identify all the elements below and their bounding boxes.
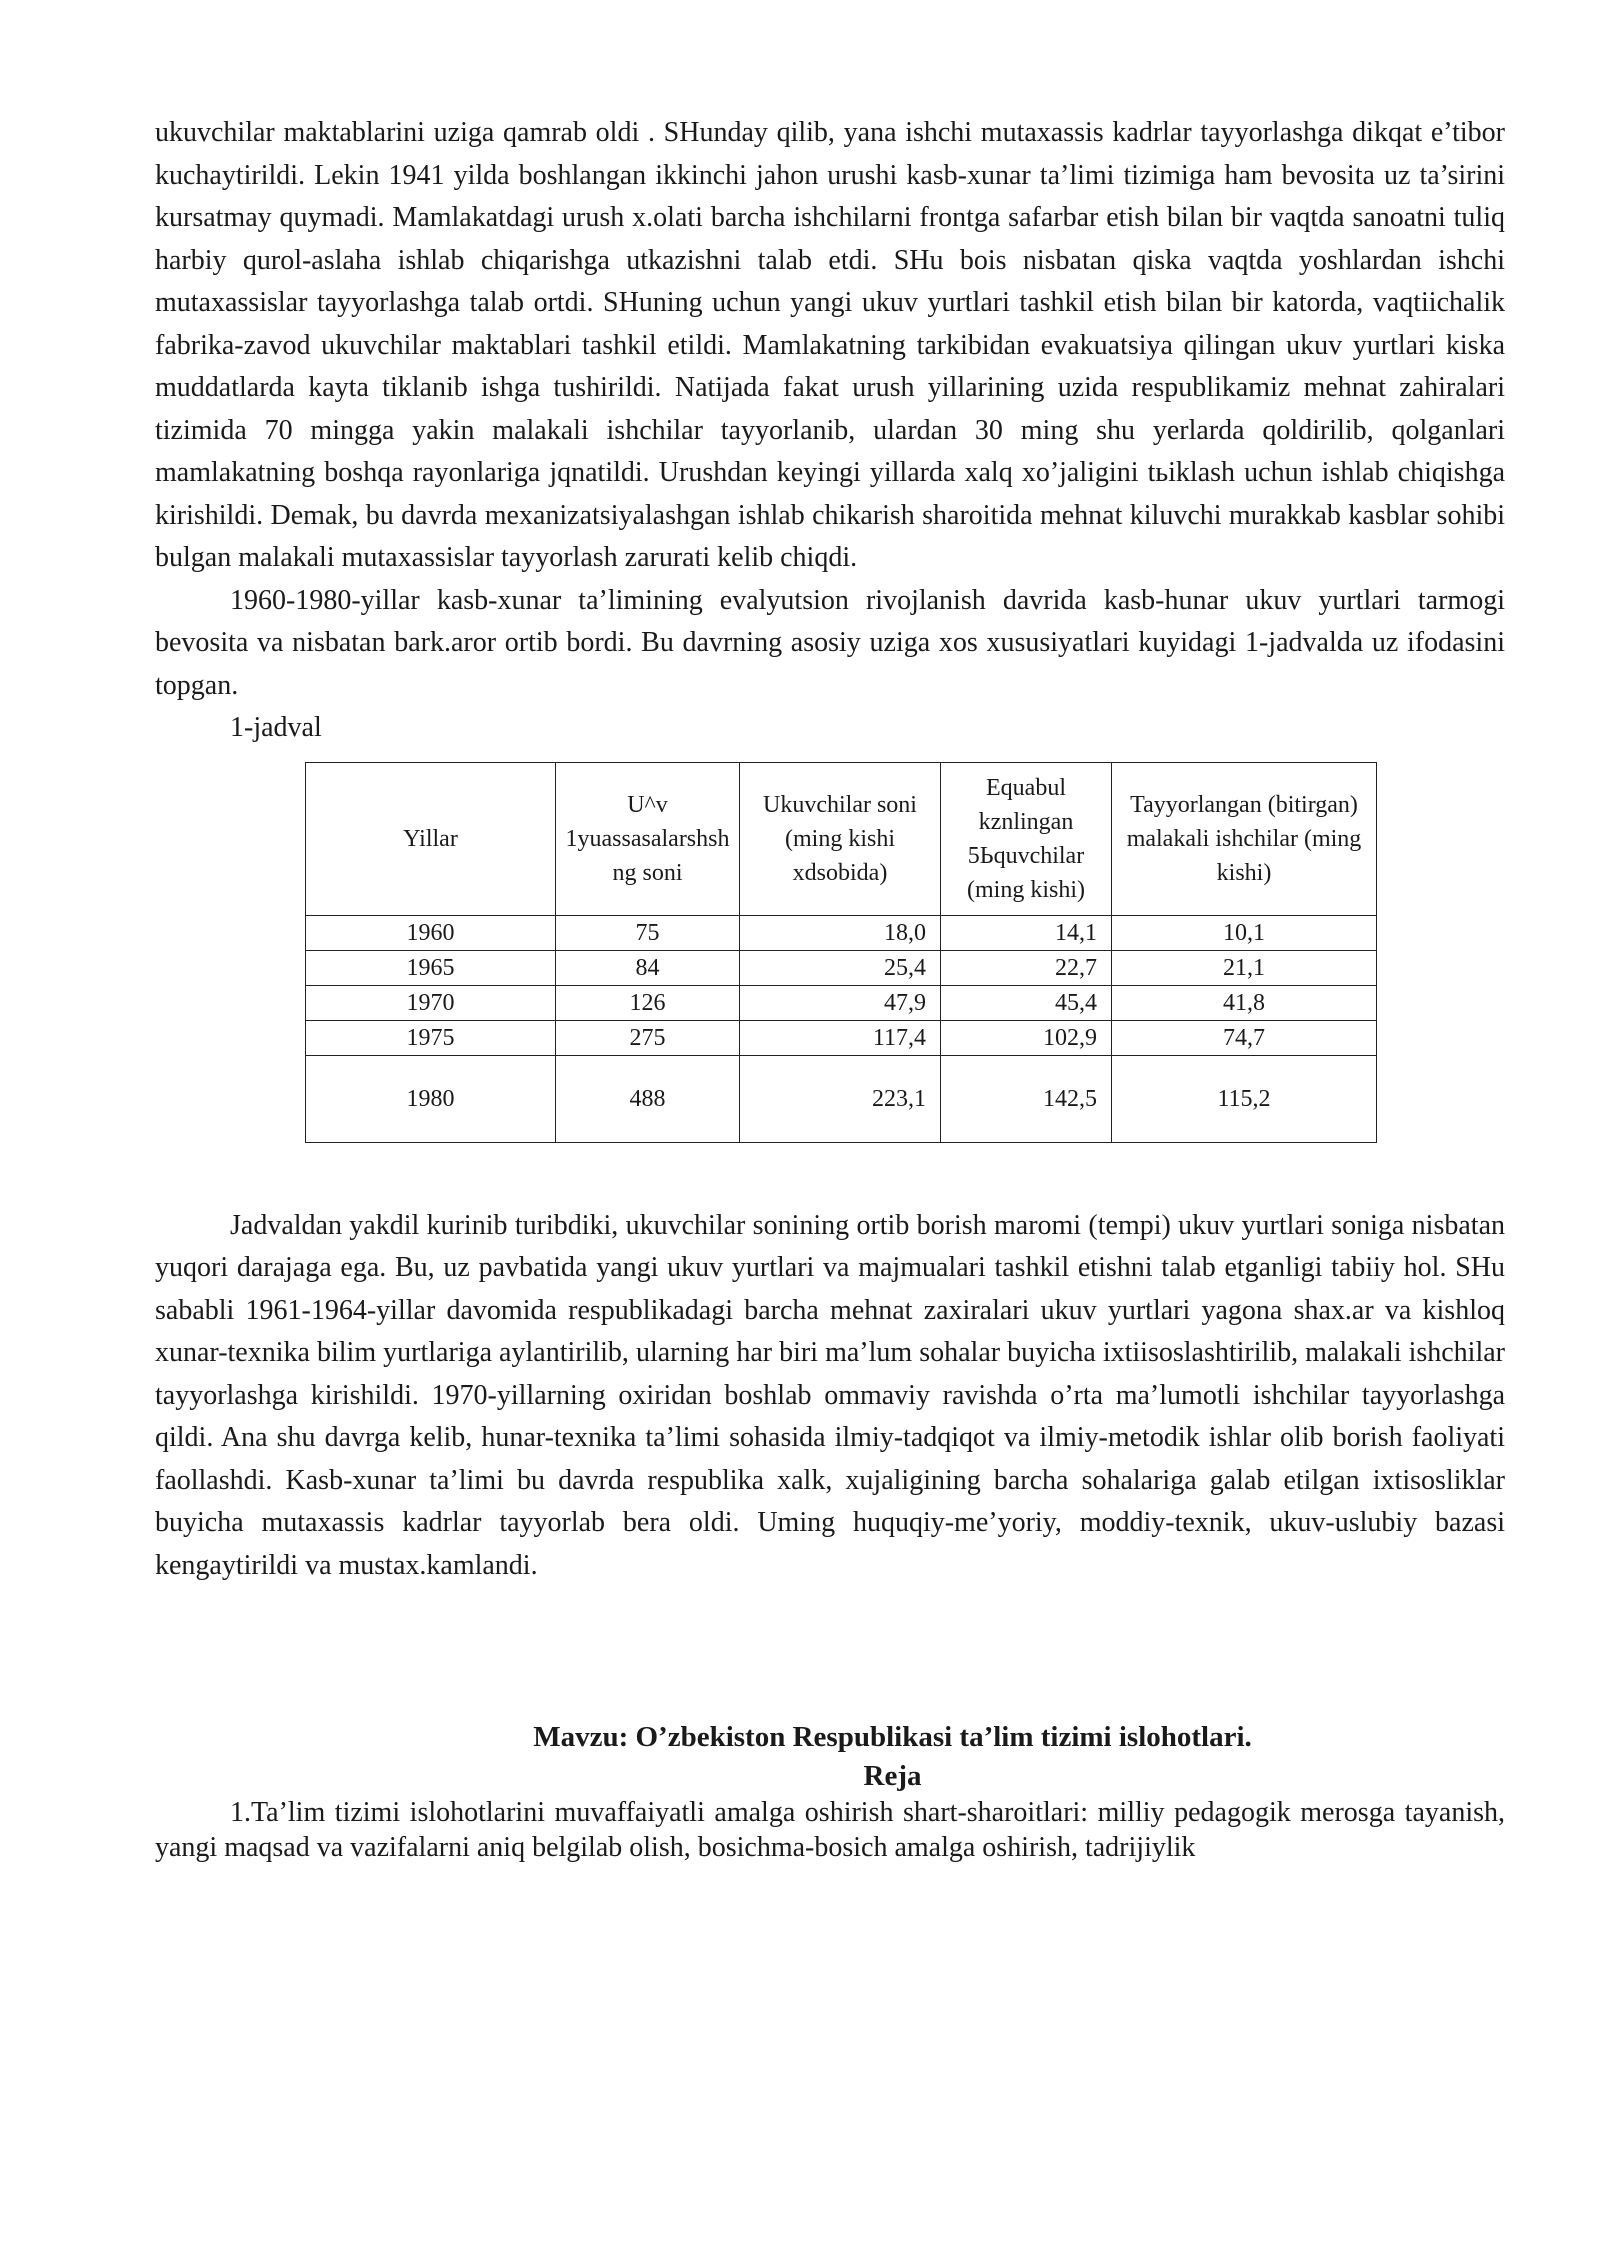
cell-institutions: 84 — [556, 950, 740, 985]
header-years: Yillar — [306, 762, 556, 915]
header-admitted: Equabul kznlingan 5Ьquvchilar (ming kishi) — [941, 762, 1112, 915]
paragraph-1: ukuvchilar maktablarini uziga qamrab oldi . SHunday qilib, yana ishchi mutaxassis kadrlar tayyorlashga dikqat e’tibor kuchaytirildi. Lekin 1941 yilda boshlangan ikkinchi jahon urushi kasb-xunar ta’limi tizimiga ham bevosita uz ta’sirini kursatmay quymadi. Mamlakatdagi urush x.olati barcha ishchilarni frontga safarbar etish bilan bir vaqtda sanoatni tuliq harbiy qurol-aslaha ishlab chiqarishga utkazishni talab etdi. SHu bois nisbatan qiska vaqtda yoshlardan ishchi mutaxassislar tayyorlashga talab ortdi. SHuning uchun yangi ukuv yurtlari tashkil etish bilan bir katorda, vaqtiichalik fabrika-zavod ukuvchilar maktablari tashkil etildi. Mamlakatning tarkibidan evakuatsiya qilingan ukuv yurtlari kiska muddatlarda kayta tiklanib ishga tushirildi. Natijada fakat urush yillarining uzida respublikamiz mehnat zahiralari tizimida 70 mingga yakin malakali ishchilar tayyorlanib, ulardan 30 ming shu yerlarda qoldirilib, qolganlari mamlakatning boshqa rayonlariga jqnatildi. Urushdan keyingi yillarda xalq xo’jaligini tьiklash uchun ishlab chiqishga kirishildi. Demak, bu davrda mexanizatsiyalashgan ishlab chikarish sharoitida mehnat kiluvchi murakkab kasblar sohibi bulgan malakali mutaxassislar tayyorlash zarurati kelib chiqdi. — [155, 117, 1505, 573]
cell-graduated: 21,1 — [1112, 950, 1377, 985]
table-row — [306, 950, 1377, 985]
cell-admitted: 102,9 — [941, 1020, 1112, 1055]
section-title: Mavzu: O’zbekiston Respublikasi ta’lim tizimi islohotlari. — [533, 1721, 1252, 1753]
table-row — [306, 915, 1377, 950]
header-institutions: U^v 1yuassasalarshsh ng soni — [556, 762, 740, 915]
cell-institutions: 126 — [556, 985, 740, 1020]
document-page — [155, 112, 1505, 1865]
plan-item-1: 1.Ta’lim tizimi islohotlarini muvaffaiyatli amalga oshirish shart-sharoitlari: milliy pedagogik merosga tayanish, yangi maqsad va vazifalarni aniq belgilab olish, bosichma-bosich amalga oshirish, tadrijiylik — [155, 1797, 1505, 1863]
cell-year: 1970 — [306, 985, 556, 1020]
cell-students: 117,4 — [740, 1020, 941, 1055]
cell-students: 223,1 — [740, 1055, 941, 1142]
table-header-row — [306, 762, 1377, 915]
header-graduated: Tayyorlangan (bitirgan) malakali ishchilar (ming kishi) — [1112, 762, 1377, 915]
table-row — [306, 1055, 1377, 1142]
cell-students: 18,0 — [740, 915, 941, 950]
paragraph-2: 1960-1980-yillar kasb-xunar ta’limining evalyutsion rivojlanish davrida kasb-hunar ukuv yurtlari tarmogi bevosita va nisbatan bark.aror ortib bordi. Bu davrning asosiy uziga xos xususiyatlari kuyidagi 1-jadvalda uz ifodasini topgan. — [155, 584, 1505, 701]
header-students: Ukuvchilar soni (ming kishi xdsobida) — [740, 762, 941, 915]
cell-admitted: 14,1 — [941, 915, 1112, 950]
cell-admitted: 45,4 — [941, 985, 1112, 1020]
paragraph-3: Jadvaldan yakdil kurinib turibdiki, ukuvchilar sonining ortib borish maromi (tempi) ukuv yurtlari soniga nisbatan yuqori darajaga ega. Bu, uz pavbatida yangi ukuv yurtlari va majmualari tashkil etishni talab etganligi tabiiy hol. SHu sababli 1961-1964-yillar davomida respublikadagi barcha mehnat zaxiralari ukuv yurtlari yagona shax.ar va kishloq xunar-texnika bilim yurtlariga aylantirilib, ularning har biri ma’lum sohalar buyicha ixtiisoslashtirilib, malakali ishchilar tayyorlashga kirishildi. 1970-yillarning oxiridan boshlab ommaviy ravishda o’rta ma’lumotli ishchilar tayyorlashga qildi. Ana shu davrga kelib, hunar-texnika ta’limi sohasida ilmiy-tadqiqot va ilmiy-metodik ishlar olib borish faoliyati faollashdi. Kasb-xunar ta’limi bu davrda respublika xalk, xujaligining barcha sohalariga galab etilgan ixtisosliklar buyicha mutaxassis kadrlar tayyorlab bera oldi. Uming huquqiy-me’yoriy, moddiy-texnik, ukuv-uslubiy bazasi kengaytirildi va mustax.kamlandi. — [155, 1209, 1505, 1581]
cell-year: 1965 — [306, 950, 556, 985]
cell-year: 1960 — [306, 915, 556, 950]
data-table — [305, 762, 1377, 1143]
cell-students: 25,4 — [740, 950, 941, 985]
cell-year: 1980 — [306, 1055, 556, 1142]
cell-graduated: 74,7 — [1112, 1020, 1377, 1055]
cell-students: 47,9 — [740, 985, 941, 1020]
plan-title: Reja — [863, 1760, 922, 1792]
cell-graduated: 115,2 — [1112, 1055, 1377, 1142]
cell-graduated: 10,1 — [1112, 915, 1377, 950]
cell-admitted: 142,5 — [941, 1055, 1112, 1142]
cell-institutions: 488 — [556, 1055, 740, 1142]
cell-admitted: 22,7 — [941, 950, 1112, 985]
table-row — [306, 1020, 1377, 1055]
spacer — [155, 1587, 1505, 1717]
cell-year: 1975 — [306, 1020, 556, 1055]
cell-institutions: 275 — [556, 1020, 740, 1055]
cell-graduated: 41,8 — [1112, 985, 1377, 1020]
table-label: 1-jadval — [230, 712, 322, 743]
cell-institutions: 75 — [556, 915, 740, 950]
table-row — [306, 985, 1377, 1020]
